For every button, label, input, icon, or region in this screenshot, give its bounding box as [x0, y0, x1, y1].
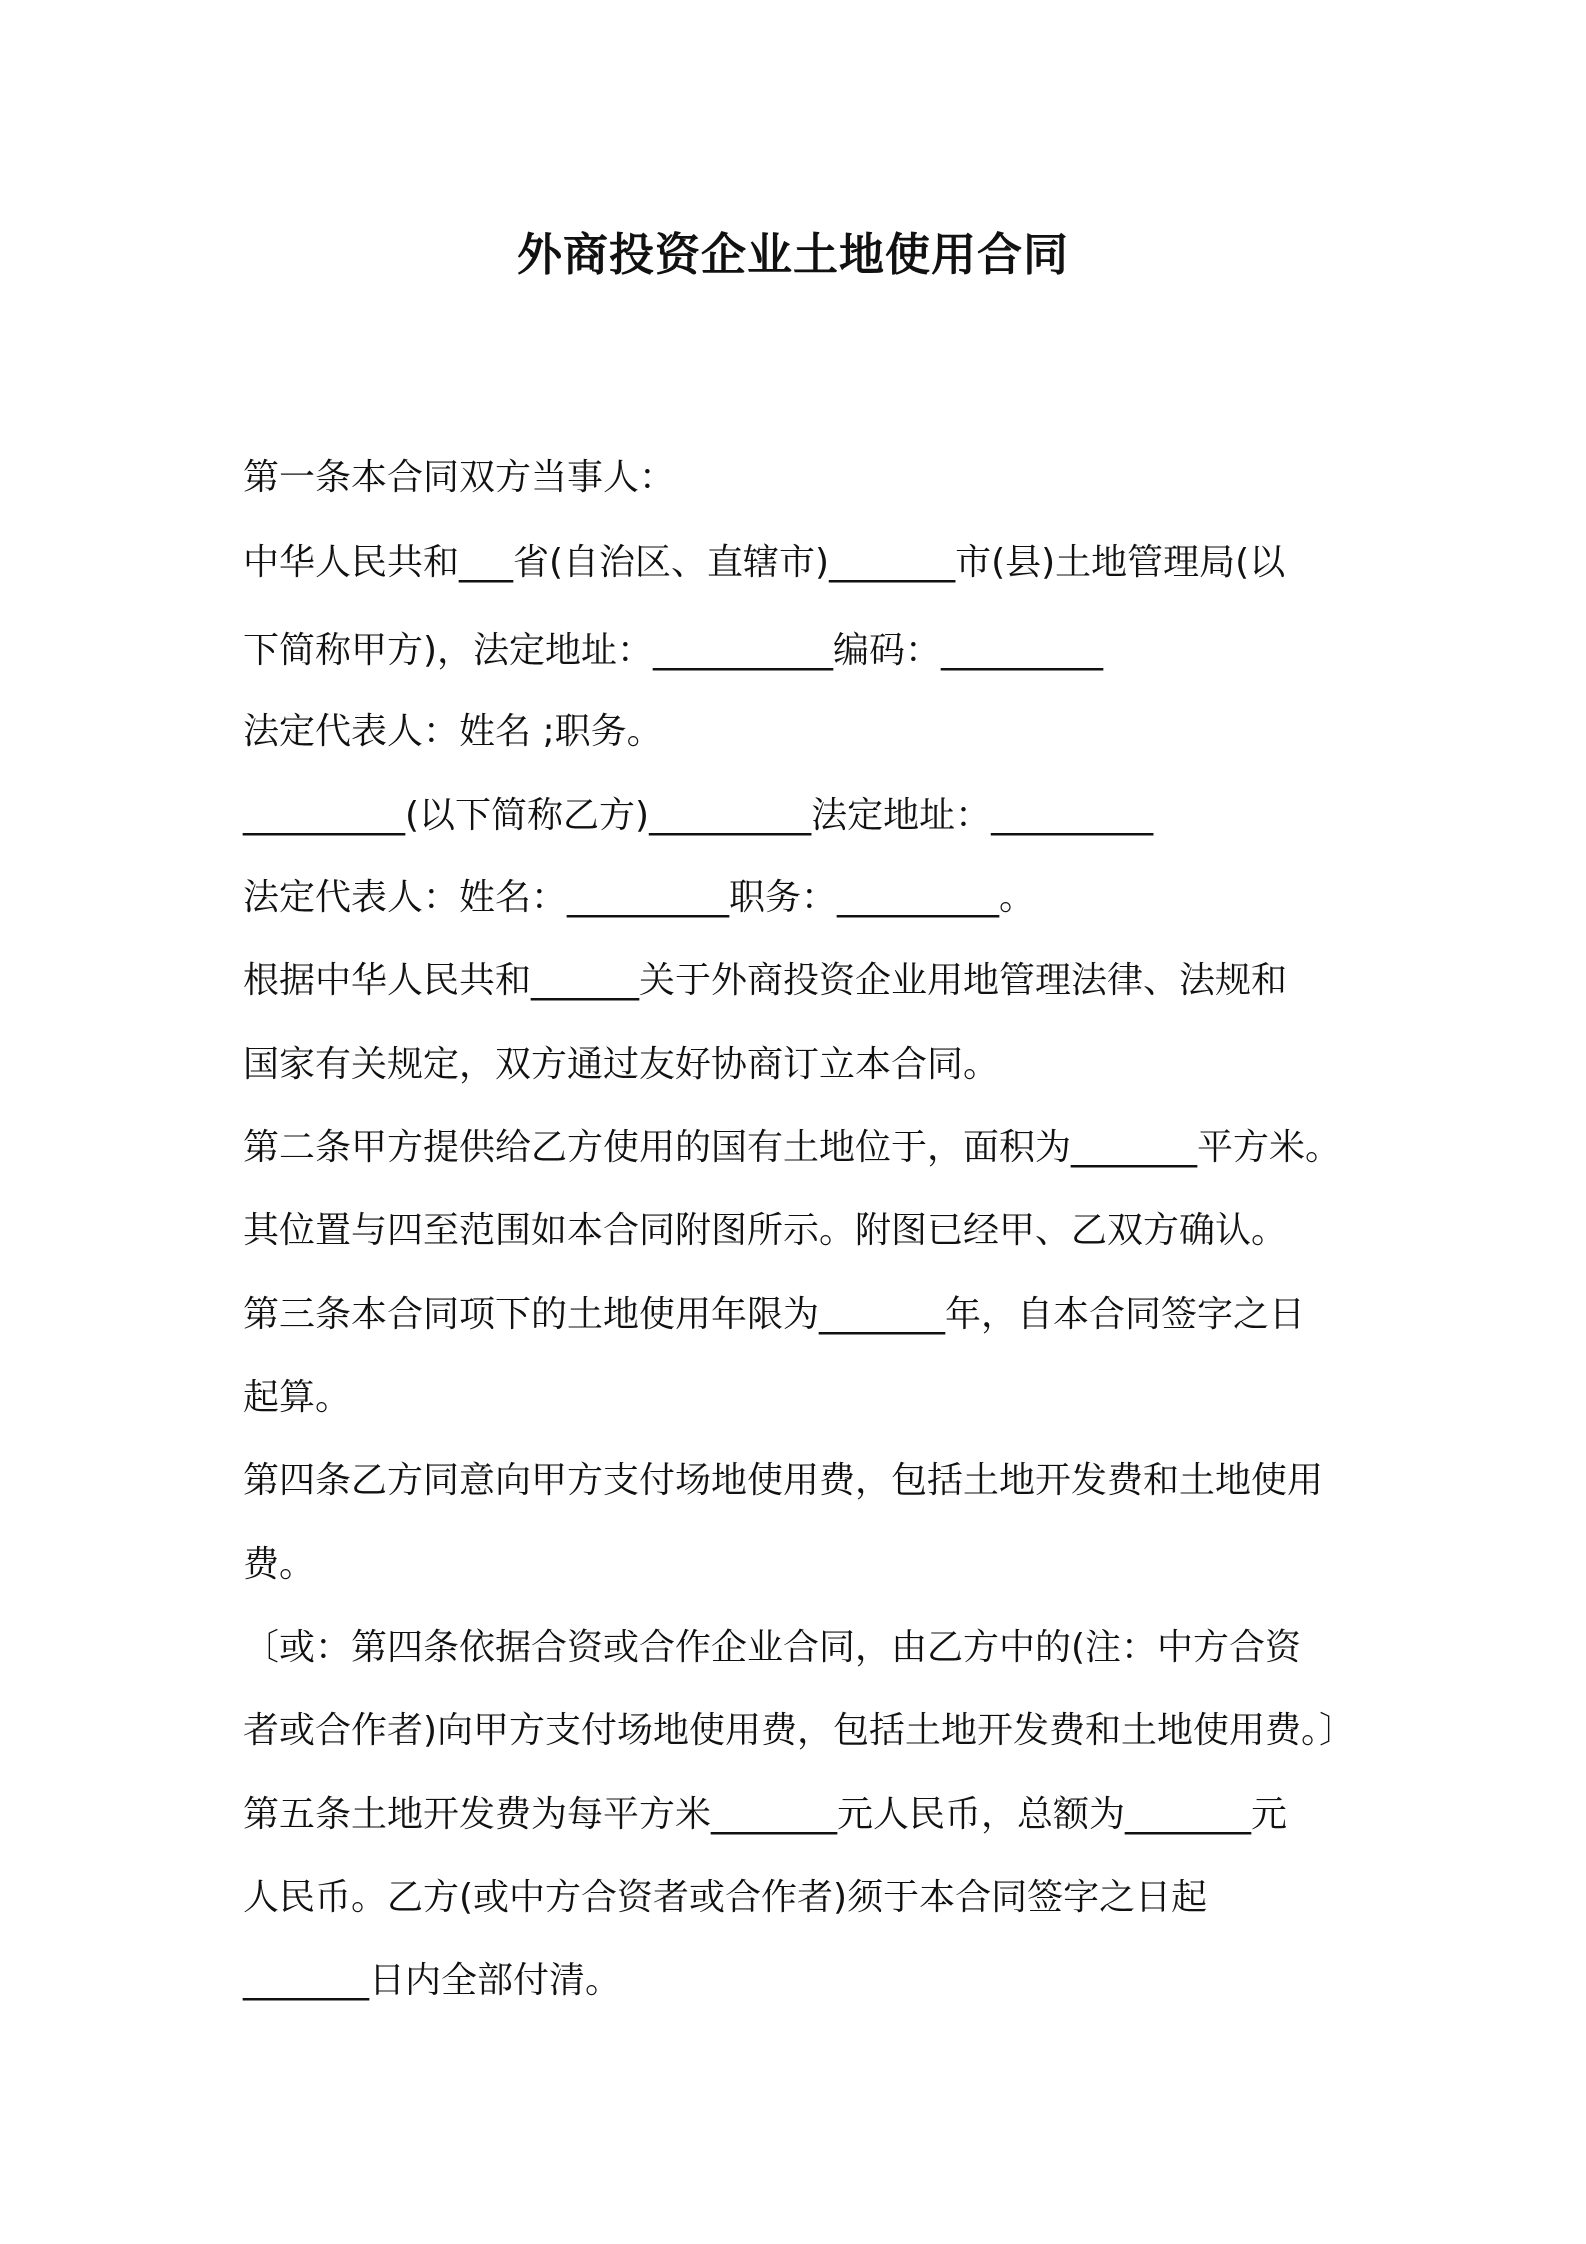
- clause-3-line-2: 起算。: [243, 1377, 352, 1418]
- document-title: 外商投资企业土地使用合同: [516, 228, 1069, 281]
- clause-3-line-1: 第三条本合同项下的土地使用年限为_______年，自本合同签字之日: [243, 1294, 1306, 1335]
- basis-line-2: 国家有关规定，双方通过友好协商订立本合同。: [243, 1044, 1000, 1085]
- clause-4-line-1: 第四条乙方同意向甲方支付场地使用费，包括土地开发费和土地使用: [243, 1460, 1324, 1501]
- party-b-line: _________(以下简称乙方)_________法定地址：_________: [243, 795, 1154, 836]
- clause-1-heading: 第一条本合同双方当事人：: [243, 457, 676, 498]
- clause-5-line-2: 人民币。乙方(或中方合资者或合作者)须于本合同签字之日起: [243, 1877, 1208, 1918]
- clause-4-alt-line-2: 者或合作者)向甲方支付场地使用费，包括土地开发费和土地使用费。〕: [243, 1710, 1356, 1751]
- basis-line-1: 根据中华人民共和______关于外商投资企业用地管理法律、法规和: [243, 960, 1288, 1001]
- clause-4-alt-line-1: 〔或：第四条依据合资或合作企业合同，由乙方中的(注：中方合资: [243, 1627, 1302, 1668]
- party-a-line-2: 下简称甲方)，法定地址：__________编码：_________: [243, 630, 1104, 671]
- clause-2-line-2: 其位置与四至范围如本合同附图所示。附图已经甲、乙双方确认。: [243, 1210, 1288, 1251]
- party-b-representative: 法定代表人：姓名：_________职务：_________。: [243, 877, 1036, 918]
- clause-2-line-1: 第二条甲方提供给乙方使用的国有土地位于，面积为_______平方米。: [243, 1127, 1342, 1168]
- party-a-representative: 法定代表人：姓名 ;职务。: [243, 711, 663, 752]
- clause-4-line-2: 费。: [243, 1544, 316, 1585]
- party-a-line-1: 中华人民共和___省(自治区、直辖市)_______市(县)土地管理局(以: [243, 542, 1286, 583]
- clause-5-line-3: _______日内全部付清。: [243, 1960, 622, 2001]
- clause-5-line-1: 第五条土地开发费为每平方米_______元人民币，总额为_______元: [243, 1794, 1288, 1835]
